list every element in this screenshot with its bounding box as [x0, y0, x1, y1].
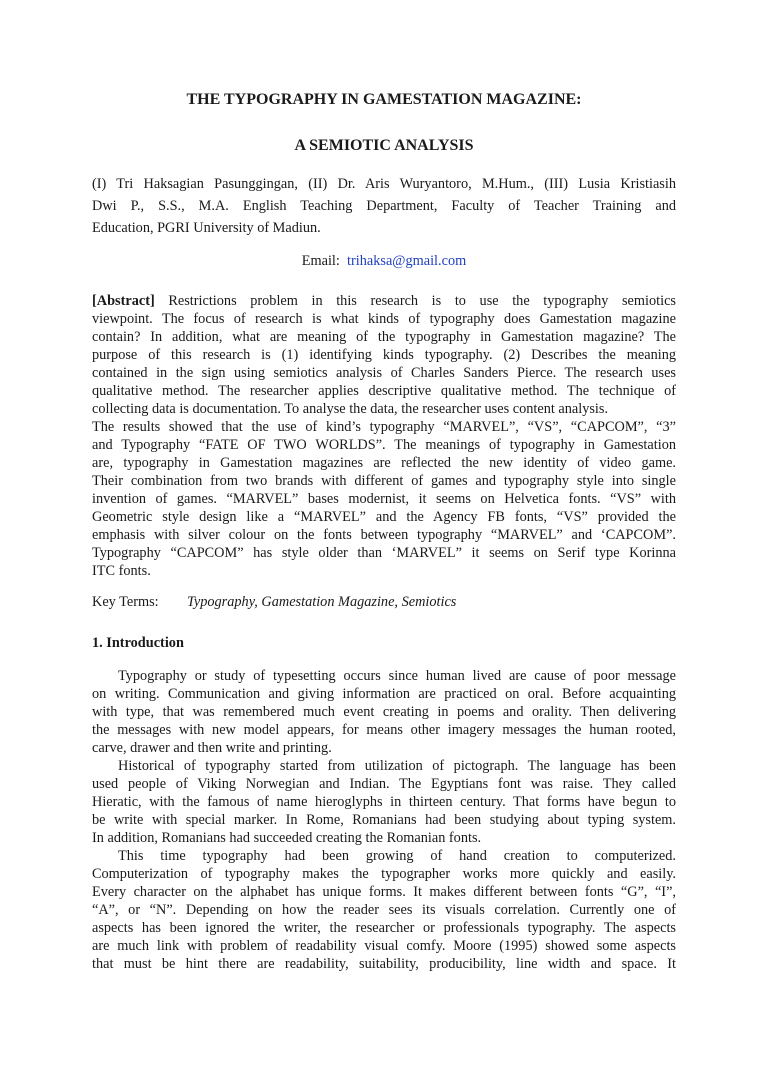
introduction-line: Historical of typography started from utilization of pictograph. The language has been — [118, 758, 676, 774]
abstract-block — [92, 292, 676, 580]
abstract-line: Their combination from two brands with different of games and typography style into single — [92, 473, 676, 489]
introduction-line: aspects has been ignored the writer, the researcher or professionals typography. The aspects — [92, 920, 676, 936]
abstract-label: [Abstract] — [92, 293, 155, 309]
abstract-line: emphasis with silver colour on the fonts between typography “MARVEL” and ‘CAPCOM”. — [92, 527, 676, 543]
key-terms-label: Key Terms: — [92, 594, 159, 610]
paper-title: THE TYPOGRAPHY IN GAMESTATION MAGAZINE: — [186, 91, 582, 108]
author-line: Education, PGRI University of Madiun. — [92, 220, 321, 236]
introduction-line: “A”, or “N”. Depending on how the reader sees its visuals correlation. Currently one of — [92, 902, 676, 918]
introduction-line: on writing. Communication and giving information are practiced on oral. Before acquainting — [92, 686, 676, 702]
introduction-line: be write with special marker. In Rome, Romanians had been studying about typing system. — [92, 812, 676, 828]
abstract-line: and Typography “FATE OF TWO WORLDS”. The meanings of typography in Gamestation — [92, 437, 676, 453]
introduction-line: Every character on the alphabet has unique forms. It makes different between fonts “G”, “I”, — [92, 884, 676, 900]
abstract-line: are, typography in Gamestation magazines are reflected the new identity of video game. — [92, 455, 676, 471]
introduction-line: are much link with problem of readability visual comfy. Moore (1995) showed some aspects — [92, 938, 676, 954]
abstract-line: ITC fonts. — [92, 563, 151, 579]
introduction-line: that must be hint there are readability, suitability, producibility, line width and space. It — [92, 956, 676, 972]
abstract-line: qualitative method. The researcher applies descriptive qualitative method. The technique of — [92, 383, 676, 399]
abstract-line: Geometric style design like a “MARVEL” and the Agency FB fonts, “VS” provided the — [92, 509, 676, 525]
introduction-line: In addition, Romanians had succeeded creating the Romanian fonts. — [92, 830, 482, 846]
abstract-line: [Abstract] Restrictions problem in this research is to use the typography semiotics — [92, 293, 676, 309]
abstract-line: purpose of this research is (1) identifying kinds typography. (2) Describes the meaning — [92, 347, 676, 363]
email-label: Email: — [301, 253, 340, 269]
introduction-line: carve, drawer and then write and printing. — [92, 740, 332, 756]
section-heading-introduction: 1. Introduction — [92, 635, 184, 651]
introduction-line: This time typography had been growing of hand creation to computerized. — [118, 848, 676, 864]
abstract-line: Typography “CAPCOM” has style older than ‘MARVEL” it seems on Serif type Korinna — [92, 545, 676, 561]
author-line: (I) Tri Haksagian Pasunggingan, (II) Dr. Aris Wuryantoro, M.Hum., (III) Lusia Kristiasih — [92, 176, 676, 192]
abstract-line: invention of games. “MARVEL” bases modernist, it seems on Helvetica fonts. “VS” with — [92, 491, 676, 507]
abstract-line: viewpoint. The focus of research is what kinds of typography does Gamestation magazine — [92, 311, 676, 327]
paper-subtitle: A SEMIOTIC ANALYSIS — [294, 137, 474, 154]
abstract-line: The results showed that the use of kind’s typography “MARVEL”, “VS”, “CAPCOM”, “3” — [92, 419, 676, 435]
key-terms — [92, 594, 457, 611]
abstract-line: contained in the sign using semiotics analysis of Charles Sanders Pierce. The research uses — [92, 365, 676, 381]
introduction-line: with type, that was remembered much event creating in poems and orality. Then delivering — [92, 704, 676, 720]
introduction-line: Computerization of typography makes the typographer works more quickly and easily. — [92, 866, 676, 882]
authors-block — [92, 173, 676, 239]
introduction-line: Hieratic, with the famous of name hieroglyphs in thirteen century. That forms have begun to — [92, 794, 676, 810]
key-terms-value: Typography, Gamestation Magazine, Semiotics — [187, 594, 457, 610]
introduction-line: used people of Viking Norwegian and Indian. The Egyptians font was raise. They called — [92, 776, 676, 792]
introduction-line: Typography or study of typesetting occurs since human lived are cause of poor message — [118, 668, 676, 684]
email-link[interactable]: trihaksa@gmail.com — [347, 253, 467, 269]
introduction-line: the messages with new model appears, for means other imagery messages the human rooted, — [92, 722, 676, 738]
abstract-line: collecting data is documentation. To analyse the data, the researcher uses content analysis. — [92, 401, 609, 417]
author-line: Dwi P., S.S., M.A. English Teaching Department, Faculty of Teacher Training and — [92, 198, 676, 214]
introduction-body — [92, 667, 676, 973]
email-line — [0, 253, 768, 270]
abstract-line: contain? In addition, what are meaning of the typography in Gamestation magazine? The — [92, 329, 676, 345]
